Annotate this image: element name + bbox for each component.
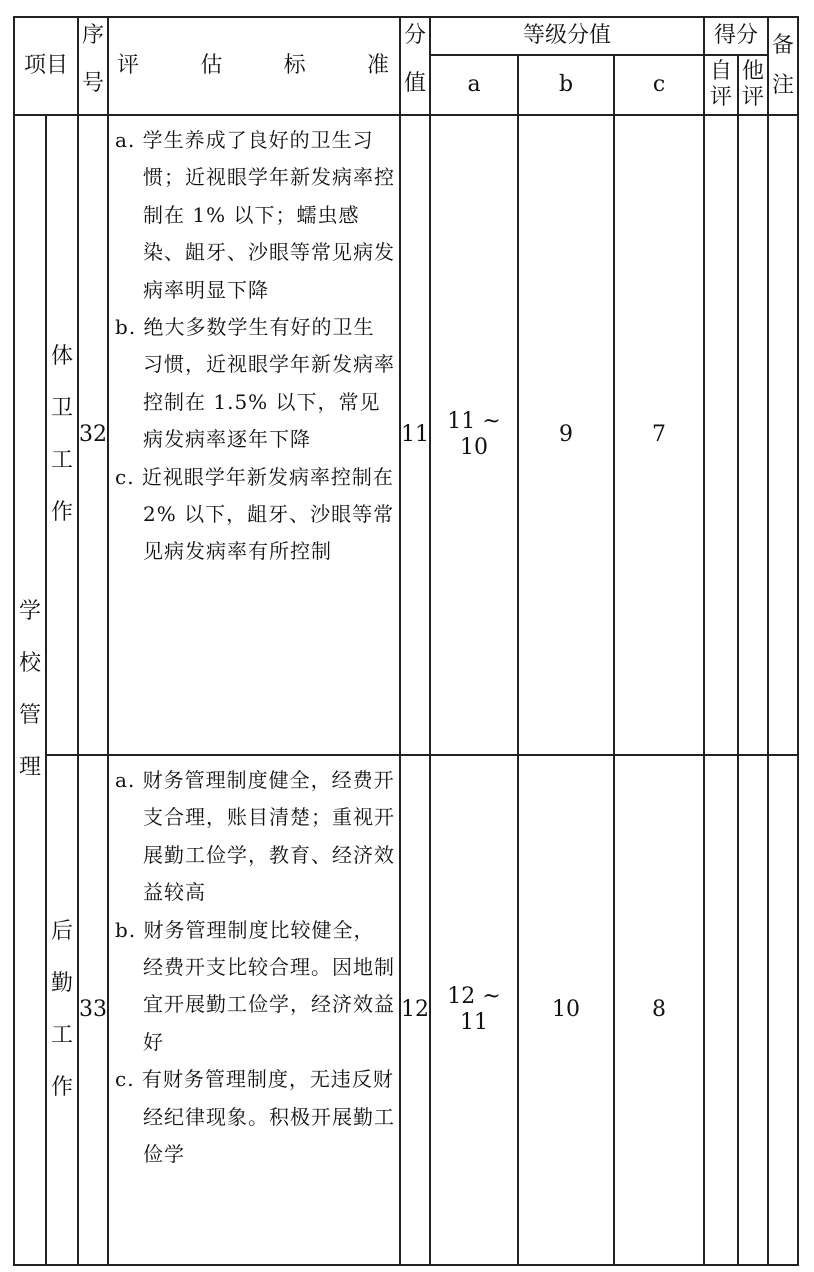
header-seq-top: 序 [78, 17, 108, 55]
subcategory-cell: 后 勤 工 作 [46, 755, 78, 1265]
grade-c-cell: 8 [614, 755, 704, 1265]
criteria-cell [108, 755, 400, 1265]
remarks-cell [768, 755, 798, 1265]
header-obtained: 得分 [704, 17, 768, 55]
grade-a-cell: 12 ~ 11 [430, 755, 518, 1265]
table-row [14, 115, 798, 755]
criterion-c: c. 近视眼学年新发病率控制在 2% 以下，龃牙、沙眼等常见病发病率有所控制 [115, 464, 395, 564]
criterion-c: c. 有财务管理制度，无违反财经纪律现象。积极开展勤工俭学 [115, 1067, 396, 1167]
header-project: 项目 [14, 17, 78, 115]
header-self-eval: 自 评 [704, 55, 738, 115]
remarks-cell [768, 115, 798, 755]
other-eval-cell [738, 755, 768, 1265]
header-grade-value: 等级分值 [430, 17, 704, 55]
table-row [14, 755, 798, 1265]
grade-b-cell: 9 [518, 115, 614, 755]
criterion-a: a. 学生养成了良好的卫生习惯；近视眼学年新发病率控制在 1% 以下；蠕虫感染、龃牙、沙眼等常见病发病率明显下降 [115, 128, 396, 302]
header-seq-bottom: 号 [78, 55, 108, 115]
self-eval-cell [704, 115, 738, 755]
header-grade-a: a [430, 55, 518, 115]
seq-cell: 33 [78, 755, 108, 1265]
score-cell: 11 [400, 115, 430, 755]
subcategory-cell: 体 卫 工 作 [46, 115, 78, 755]
grade-b-cell: 10 [518, 755, 614, 1265]
criteria-cell [108, 115, 400, 755]
self-eval-cell [704, 755, 738, 1265]
category-cell: 学 校 管 理 [14, 115, 46, 1265]
criterion-b: b. 财务管理制度比较健全，经费开支比较合理。因地制宜开展勤工俭学，经济效益好 [115, 917, 396, 1054]
criterion-a: a. 财务管理制度健全，经费开支合理，账目清楚；重视开展勤工俭学，教育、经济效益较高 [115, 768, 396, 905]
score-cell: 12 [400, 755, 430, 1265]
header-other-eval: 他 评 [738, 55, 768, 115]
header-score-bottom: 值 [400, 55, 430, 115]
header-row-1 [14, 17, 798, 55]
other-eval-cell [738, 115, 768, 755]
header-criteria: 评 估 标 准 [108, 17, 400, 115]
header-grade-b: b [518, 55, 614, 115]
header-grade-c: c [614, 55, 704, 115]
criterion-b: b. 绝大多数学生有好的卫生习惯，近视眼学年新发病率控制在 1.5% 以下，常见病发病率逐年下降 [115, 315, 396, 452]
grade-c-cell: 7 [614, 115, 704, 755]
evaluation-table [13, 16, 799, 1266]
header-score-top: 分 [400, 17, 430, 55]
grade-a-cell: 11 ~ 10 [430, 115, 518, 755]
header-remarks: 备 注 [768, 17, 798, 115]
seq-cell: 32 [78, 115, 108, 755]
